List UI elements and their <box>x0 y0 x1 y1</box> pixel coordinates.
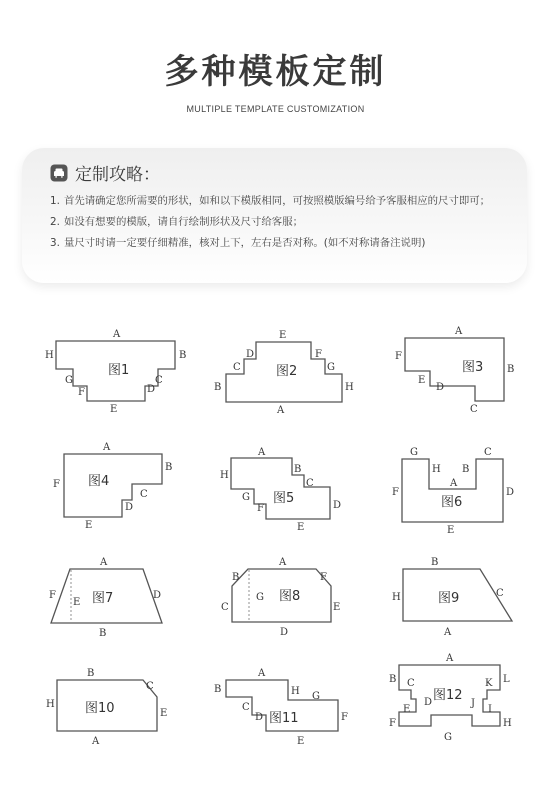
template-label: F <box>389 718 396 729</box>
template-label: A <box>450 478 458 489</box>
template-label: H <box>220 470 229 481</box>
guide-item-text: 如没有想要的模版，请自行绘制形状及尺寸给客服； <box>64 216 303 228</box>
template-label: E <box>85 520 93 531</box>
template-label: G <box>65 375 73 386</box>
template-1 <box>45 329 186 415</box>
template-label: B <box>507 364 515 375</box>
template-2-name: 图2 <box>276 364 298 379</box>
template-5-name: 图5 <box>273 491 295 506</box>
template-10-name: 图10 <box>85 701 115 716</box>
template-label: K <box>485 678 493 689</box>
template-label: A <box>92 736 100 747</box>
template-label: D <box>246 349 255 360</box>
template-label: L <box>503 674 510 685</box>
template-2 <box>214 330 354 416</box>
template-label: C <box>470 404 478 415</box>
template-label: H <box>503 718 512 729</box>
template-10 <box>46 668 167 747</box>
template-label: B <box>214 684 222 695</box>
page-subtitle: MULTIPLE TEMPLATE CUSTOMIZATION <box>186 104 365 114</box>
template-1-name: 图1 <box>108 363 130 378</box>
template-5-shape <box>231 458 330 519</box>
guide-item-number: 3. <box>50 237 60 249</box>
template-label: C <box>221 602 229 613</box>
template-label: E <box>447 525 455 536</box>
template-label: H <box>291 686 300 697</box>
template-label: F <box>53 479 60 490</box>
guide-item-number: 2. <box>50 216 60 228</box>
template-6-name: 图6 <box>441 495 463 510</box>
template-12 <box>389 653 512 743</box>
template-12-name: 图12 <box>433 688 463 703</box>
template-label: F <box>341 712 348 723</box>
template-label: H <box>432 464 441 475</box>
template-6 <box>392 447 514 536</box>
template-label: E <box>297 522 305 533</box>
template-label: A <box>258 447 266 458</box>
template-label: C <box>407 678 415 689</box>
template-label: E <box>403 704 411 715</box>
template-7 <box>49 557 162 639</box>
template-label: A <box>103 442 111 453</box>
template-label: E <box>297 736 305 747</box>
guide-item-text: 首先请确定您所需要的形状，如和以下模版相同，可按照模版编号给予客服相应的尺寸即可； <box>64 195 491 207</box>
template-4 <box>53 442 172 531</box>
template-label: J <box>471 698 476 709</box>
template-11 <box>214 668 348 747</box>
template-label: F <box>78 387 85 398</box>
template-label: G <box>410 447 418 458</box>
template-11-name: 图11 <box>269 711 299 726</box>
template-label: C <box>233 362 241 373</box>
template-label: G <box>327 362 335 373</box>
template-label: F <box>315 349 322 360</box>
template-label: C <box>140 489 148 500</box>
template-label: G <box>256 592 264 603</box>
template-label: C <box>306 478 314 489</box>
template-label: A <box>258 668 266 679</box>
template-label: G <box>312 691 320 702</box>
template-label: C <box>484 447 492 458</box>
template-label: E <box>333 602 341 613</box>
guide-item-text: 量尺寸时请一定要仔细精准，核对上下，左右是否对称。(如不对称请备注说明) <box>64 237 426 249</box>
template-label: A <box>100 557 108 568</box>
template-label: B <box>87 668 95 679</box>
template-label: B <box>214 382 222 393</box>
template-label: H <box>45 350 54 361</box>
template-4-shape <box>64 454 162 517</box>
template-label: D <box>424 697 433 708</box>
template-3 <box>395 326 514 415</box>
template-label: B <box>294 464 302 475</box>
template-label: D <box>333 500 342 511</box>
template-6-shape <box>402 459 503 522</box>
template-label: G <box>444 732 452 743</box>
template-label: C <box>146 681 154 692</box>
template-label: I <box>488 704 492 715</box>
template-label: A <box>113 329 121 340</box>
template-label: C <box>242 702 250 713</box>
template-label: F <box>320 572 327 583</box>
guide-title: 定制攻略： <box>75 165 160 185</box>
template-label: H <box>46 699 55 710</box>
template-label: D <box>125 502 134 513</box>
template-9-name: 图9 <box>438 591 460 606</box>
template-label: A <box>455 326 463 337</box>
template-label: F <box>395 351 402 362</box>
template-label: B <box>389 674 397 685</box>
template-label: F <box>49 590 56 601</box>
page-title: 多种模板定制 <box>164 52 387 92</box>
template-label: A <box>279 557 287 568</box>
template-label: B <box>462 464 470 475</box>
template-label: H <box>345 382 354 393</box>
template-label: A <box>277 405 285 416</box>
template-label: E <box>279 330 287 341</box>
template-4-name: 图4 <box>88 474 110 489</box>
template-label: B <box>99 628 107 639</box>
template-8 <box>221 557 340 638</box>
guide-item-number: 1. <box>50 195 60 207</box>
template-label: F <box>257 503 264 514</box>
template-label: D <box>255 712 264 723</box>
template-label: E <box>73 597 81 608</box>
template-label: D <box>506 487 515 498</box>
template-label: B <box>232 572 240 583</box>
template-label: B <box>431 557 439 568</box>
template-5 <box>220 447 341 533</box>
template-label: D <box>280 627 289 638</box>
template-label: B <box>179 350 187 361</box>
template-label: E <box>160 708 168 719</box>
template-label: G <box>242 492 250 503</box>
template-label: C <box>155 375 163 386</box>
template-label: A <box>446 653 454 664</box>
template-8-name: 图8 <box>279 589 301 604</box>
template-label: E <box>418 375 426 386</box>
template-3-name: 图3 <box>462 360 484 375</box>
template-label: C <box>496 588 504 599</box>
template-label: D <box>147 384 156 395</box>
template-9 <box>392 557 512 638</box>
template-label: E <box>110 404 118 415</box>
template-label: D <box>436 382 445 393</box>
template-3-shape <box>405 338 504 401</box>
template-label: A <box>444 627 452 638</box>
template-7-name: 图7 <box>92 591 114 606</box>
template-label: B <box>165 462 173 473</box>
template-label: H <box>392 592 401 603</box>
template-label: D <box>153 590 162 601</box>
template-label: F <box>392 487 399 498</box>
